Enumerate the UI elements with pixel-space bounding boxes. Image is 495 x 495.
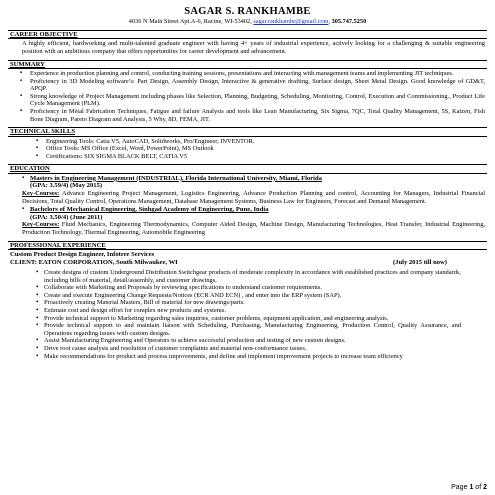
list-item: ▪ Strong knowledge of Project Management including phases like Selection, Planning, Budgeting, Scheduling, Monitoring, Control, Execution and Commissioning., Product Life Cycle Management (PLM). bbox=[8, 93, 487, 108]
list-item: ▪ Experience in production planning and control, conducting training sessions, presentations and interacting with management teams and implementing JIT techniques. bbox=[8, 70, 487, 78]
page-number bbox=[451, 484, 487, 492]
client-row bbox=[8, 259, 487, 267]
page-word: Page bbox=[451, 484, 468, 492]
key-courses-text: Advance Engineering Project Management, Logistics Engineering, Advance Production Planning and control, Accounting for Managers, Industrial Financial Decisions, Total Quality Control, Operations Management, Database Management Systems, Business Law for Engineers, Forecast and Demand Management. bbox=[22, 189, 485, 205]
list-item: • Drive root cause analysis and resolution of customer complaints and material non-conformance issues. bbox=[8, 345, 487, 353]
list-item: • Make recommendations for product and process improvements, and define and implement improvement projects to increase team efficiency bbox=[8, 353, 487, 361]
technical-skills-list bbox=[8, 138, 487, 161]
list-item: ▪ Proficiency in 3D Modeling software’s: Part Design, Assembly Design, Interactive & generative drafting, Surface design, Sheet Metal Design. Good knowledge of GD&T, APQP. bbox=[8, 78, 487, 93]
job-title: Custom Product Design Engineer, Infotree Services bbox=[10, 250, 155, 258]
degree-title bbox=[22, 206, 487, 221]
phone-number: 305.747.5250 bbox=[331, 18, 367, 25]
employment-period: (July 2015 till now) bbox=[392, 258, 447, 266]
list-item: • Collaborate with Marketing and Proposals by reviewing specifications to understand customer requirements. bbox=[8, 284, 487, 292]
address: 4036 N Main Street Apt.A-6, Racine, WI-53402, bbox=[128, 18, 252, 25]
list-item: • Proactively creating Material Masters, Bill of material for new drawings/parts. bbox=[8, 299, 487, 307]
list-item: • Provide technical support to Marketing regarding sales inquiries, customer problems, equipment application, and engineering analysis. bbox=[8, 315, 487, 323]
client-name: CLIENT: EATON CORPORATION, South Milwaukee, WI bbox=[10, 258, 178, 266]
list-item: ▪ Proficiency in Metal Fabrication Techniques, Fatigue and failure Analysis and tools like Lean Manufacturing, Six Sigma, 7QC, Total Quality Management, 5S, Kaizen, Fish Bone Diagram, Pareto Diagram and Analysis, 5 Why, 8D, FEMA, JIT. bbox=[8, 108, 487, 123]
degree-gpa: (GPA: 3.50/4) (June 2011) bbox=[30, 213, 103, 221]
list-item: • Create and execute Engineering Change Requests/Notices (ECR AND ECN) , and enter into the ERP system (SAP). bbox=[8, 292, 487, 300]
education-entry-masters bbox=[8, 175, 487, 205]
degree-title bbox=[22, 175, 487, 190]
candidate-name: SAGAR S. RANKHAMBE bbox=[184, 6, 311, 17]
key-courses bbox=[22, 221, 487, 236]
section-heading-professional-experience: PROFESSIONAL EXPERIENCE bbox=[8, 241, 487, 250]
list-item: • Assist Manufacturing Engineering and Operators to achieve successful production and testing of new custom designs. bbox=[8, 337, 487, 345]
list-item: • Provide technical support to and maintain liaison with Scheduling, Purchasing, Manufacturing Engineering, Production Control, Quality Assurance, and Operations regarding issues with custom designs. bbox=[8, 322, 487, 337]
list-item: ▪ Office Tools: MS Office (Excel, Word, PowerPoint), MS Outlook bbox=[8, 145, 487, 153]
degree-name: Bachelors of Mechanical Engineering, Sinhgad Academy of Engineering, Pune, India bbox=[30, 206, 269, 214]
career-objective-text: A highly efficient, hardworking and multi-talented graduate engineer with having 4+ years of industrial experience, actively looking for a challenging & suitable engineering position with an ambitious company that offers opportunities for career development and advancement. bbox=[22, 40, 485, 55]
education-entry-bachelors bbox=[8, 206, 487, 236]
section-heading-summary: SUMMARY bbox=[8, 60, 487, 69]
email-link[interactable]: sagar.rankhambe@gmail.com bbox=[253, 18, 329, 25]
list-item: • Create designs of custom Underground Distribution Switchgear products of moderate complexity in accordance with established practices and company standards, including bills of material, detail/assembly, and customer drawings. bbox=[8, 269, 487, 284]
key-courses-label: Key-Courses: bbox=[22, 189, 60, 197]
key-courses-label: Key-Courses: bbox=[22, 221, 60, 229]
list-item: • Estimate cost and design effort for complex new products and systems. bbox=[8, 307, 487, 315]
experience-list bbox=[8, 269, 487, 360]
list-item: ▪ Certifications: SIX SIGMA BLACK BELT, CATIA V5 bbox=[8, 153, 487, 161]
page-current: 1 bbox=[469, 484, 474, 492]
page-of: of bbox=[475, 484, 482, 492]
degree-name: Masters in Engineering Management (INDUSTRIAL), Florida International University, Miami, Florida bbox=[30, 174, 322, 182]
section-heading-career-objective: CAREER OBJECTIVE bbox=[8, 30, 487, 39]
section-heading-technical-skills: TECHNICAL SKILLS bbox=[8, 127, 487, 136]
page-total: 2 bbox=[483, 484, 487, 492]
key-courses bbox=[22, 190, 487, 205]
key-courses-text: Fluid Mechanics, Engineering Thermodynamics, Computer Aided Design, Machine Design, Manufacturing Technologies, Heat Transfer, Industrial Engineering, Production Technology, Thermal Engineering, Automobile Engineering bbox=[22, 221, 485, 236]
list-item: ▪ Engineering Tools: Catia V5, AutoCAD, Solidworks, Pro/Engineer, INVENTOR. bbox=[8, 138, 487, 146]
summary-list bbox=[8, 70, 487, 123]
degree-gpa: (GPA: 3.59/4) (May 2015) bbox=[30, 182, 103, 190]
contact-line: 4036 N Main Street Apt.A-6, Racine, WI-53402, sagar.rankhambe@gmail.com, 305.747.5250 bbox=[128, 18, 367, 25]
section-heading-education: EDUCATION bbox=[8, 164, 487, 173]
